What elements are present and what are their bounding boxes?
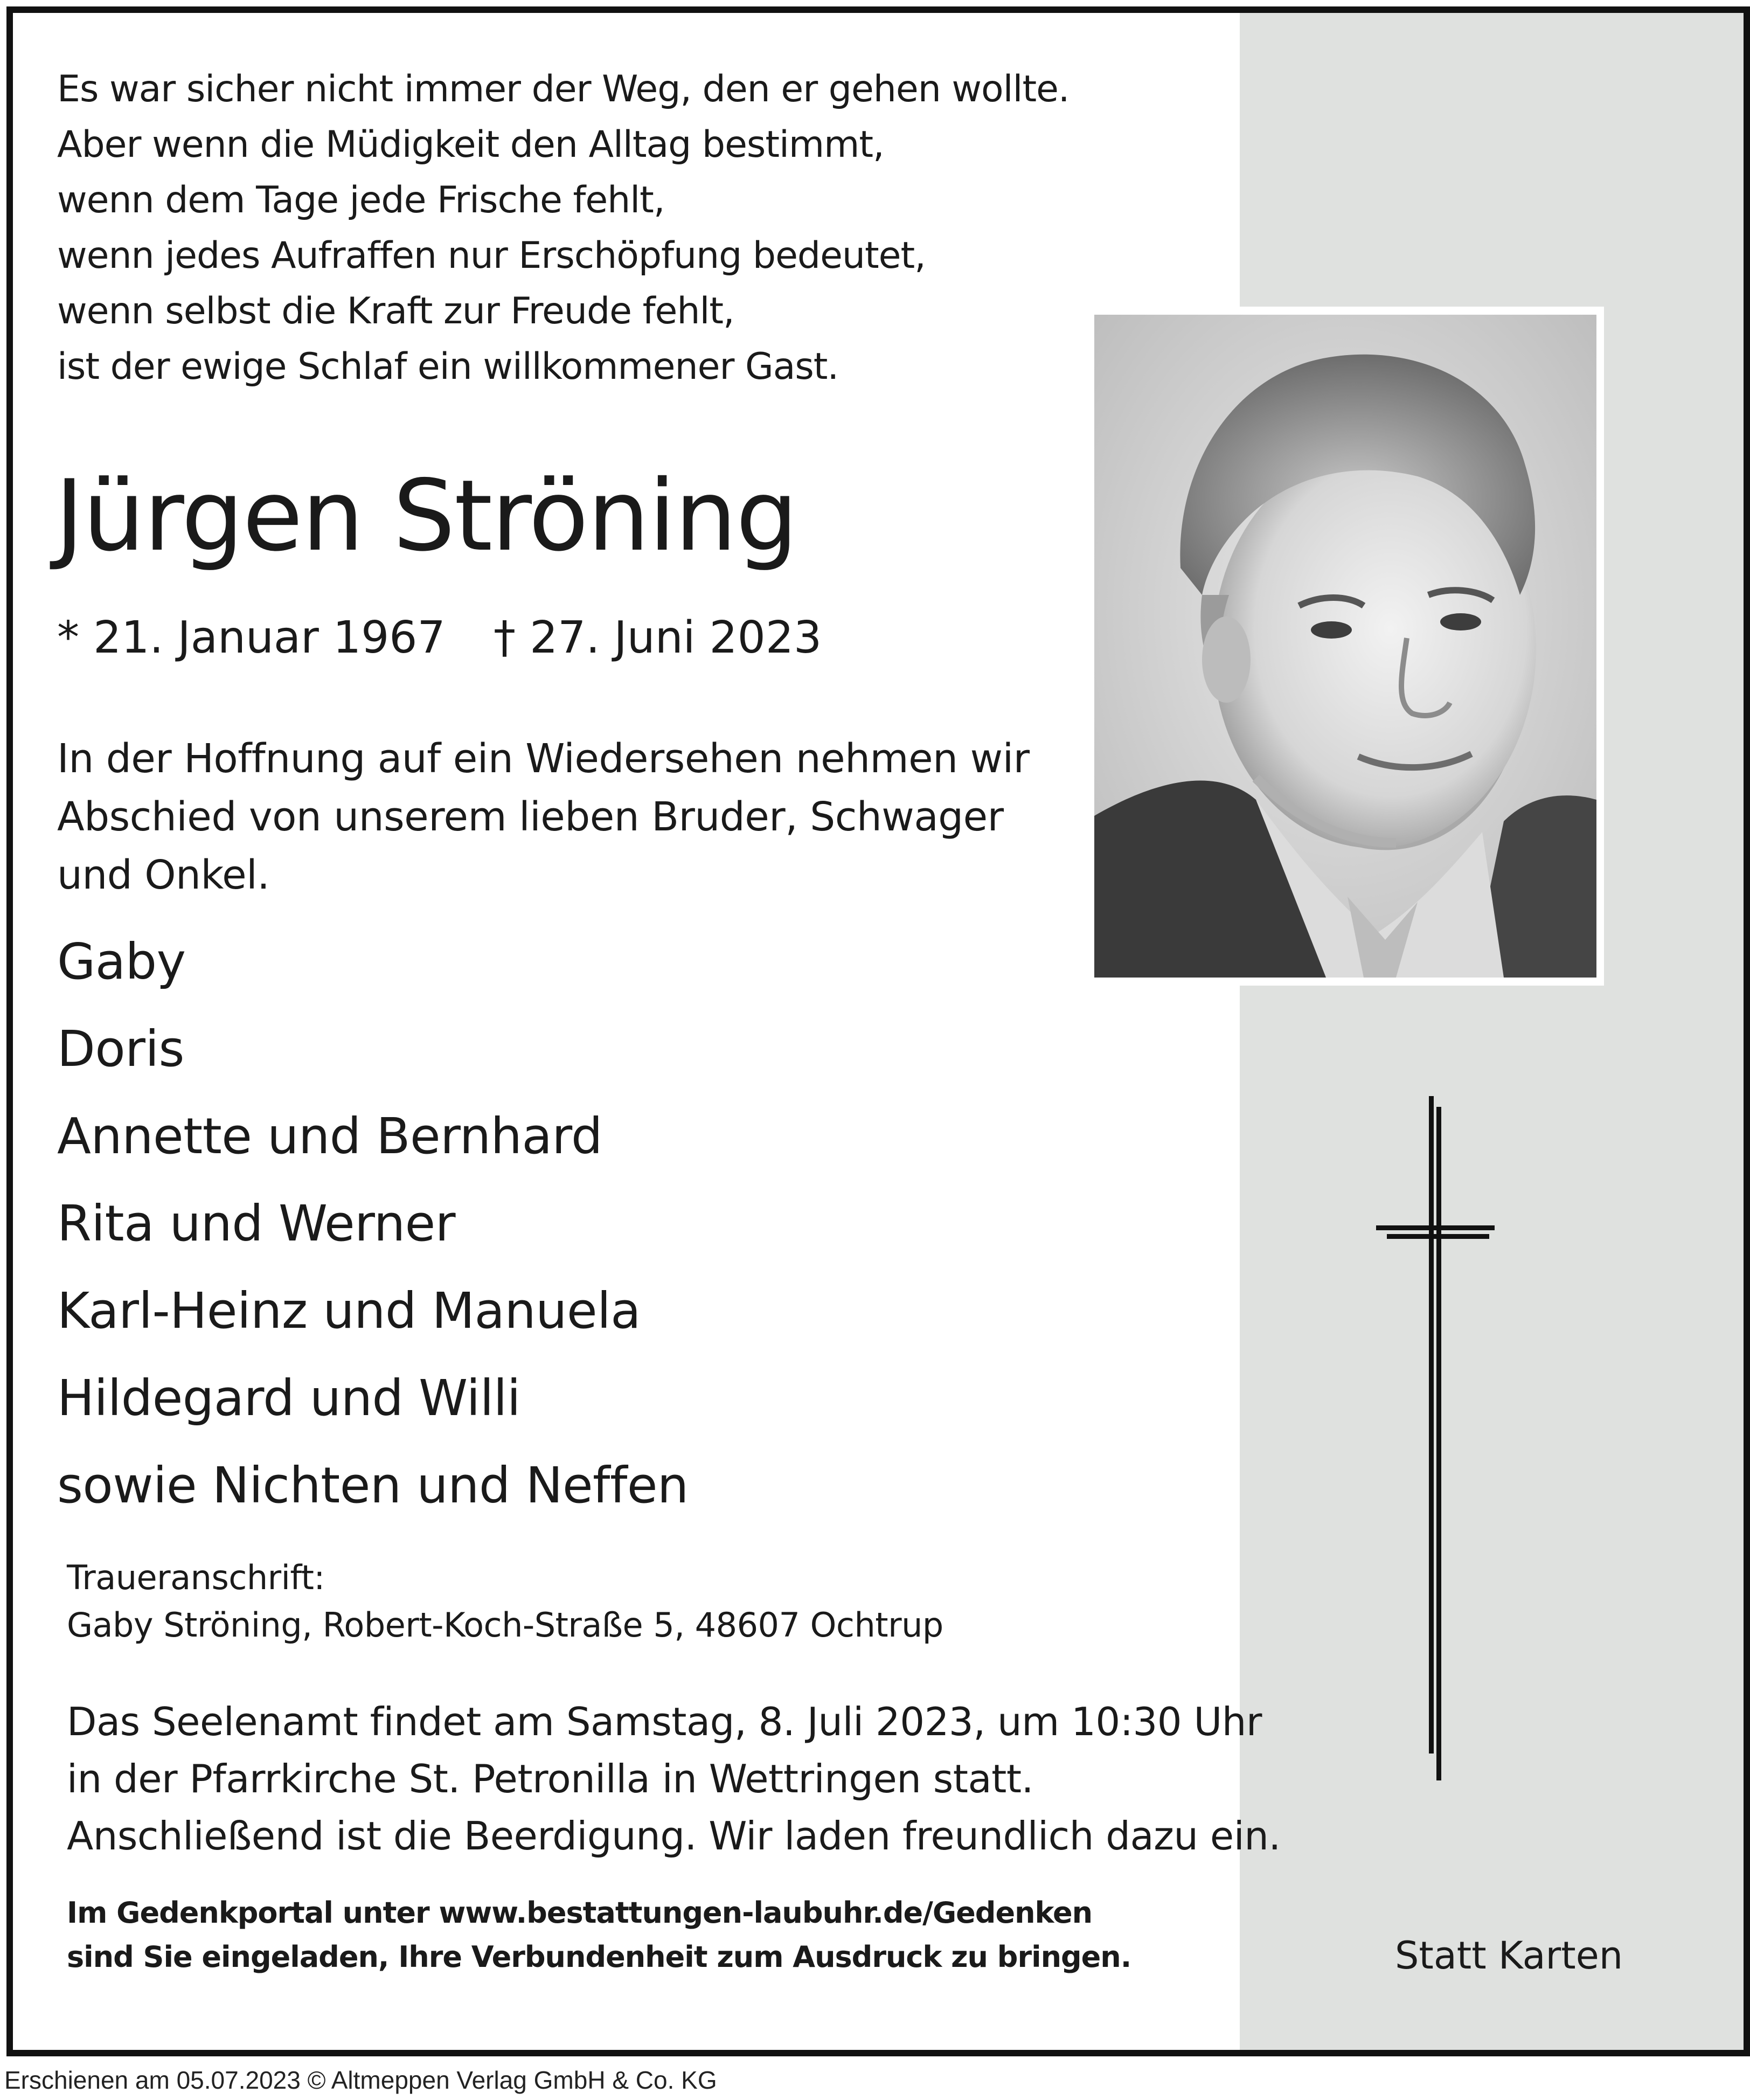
address-label: Traueranschrift: — [67, 1558, 325, 1597]
mourner: Hildegard und Willi — [57, 1369, 520, 1427]
obituary-notice — [6, 6, 1750, 2056]
deceased-name: Jürgen Ströning — [55, 459, 797, 573]
publication-footer: Erschienen am 05.07.2023 © Altmeppen Verlag GmbH & Co. KG — [4, 2066, 717, 2094]
farewell-line: Abschied von unserem lieben Bruder, Schwager — [57, 794, 1004, 840]
poem-line: Aber wenn die Müdigkeit den Alltag bestimmt, — [57, 123, 884, 166]
mourner: Gaby — [57, 933, 186, 990]
service-line: Das Seelenamt findet am Samstag, 8. Juli 2023, um 10:30 Uhr — [67, 1699, 1262, 1744]
mourner: Annette und Bernhard — [57, 1107, 602, 1165]
poem-line: wenn selbst die Kraft zur Freude fehlt, — [57, 290, 734, 332]
mourner: Karl-Heinz und Manuela — [57, 1282, 641, 1340]
poem-line: Es war sicher nicht immer der Weg, den er gehen wollte. — [57, 68, 1070, 110]
mourning-address — [67, 1554, 943, 1649]
service-line: in der Pfarrkirche St. Petronilla in Wettringen statt. — [67, 1756, 1033, 1801]
service-info — [67, 1693, 1281, 1865]
birth-date: * 21. Januar 1967 — [57, 612, 446, 663]
farewell-line: In der Hoffnung auf ein Wiedersehen nehmen wir — [57, 736, 1030, 782]
portal-line: sind Sie eingeladen, Ihre Verbundenheit zum Ausdruck zu bringen. — [67, 1940, 1131, 1974]
mourner: Rita und Werner — [57, 1195, 456, 1252]
address-line: Gaby Ströning, Robert-Koch-Straße 5, 48607 Ochtrup — [67, 1605, 943, 1645]
poem-line: wenn jedes Aufraffen nur Erschöpfung bedeutet, — [57, 234, 926, 277]
death-date: † 27. Juni 2023 — [494, 612, 822, 663]
mourner: sowie Nichten und Neffen — [57, 1457, 689, 1514]
cross-icon — [1376, 1096, 1495, 1780]
service-line: Anschließend ist die Beerdigung. Wir laden freundlich dazu ein. — [67, 1813, 1281, 1859]
poem — [57, 61, 1070, 394]
portrait-photo — [1094, 315, 1596, 978]
portal-line: Im Gedenkportal unter www.bestattungen-laubuhr.de/Gedenken — [67, 1896, 1093, 1930]
poem-line: ist der ewige Schlaf ein willkommener Gast. — [57, 345, 839, 388]
farewell-text — [57, 730, 1030, 904]
life-dates — [57, 611, 822, 665]
mourner: Doris — [57, 1020, 184, 1078]
farewell-line: und Onkel. — [57, 852, 270, 898]
statt-karten-label: Statt Karten — [1395, 1933, 1623, 1978]
poem-line: wenn dem Tage jede Frische fehlt, — [57, 179, 665, 221]
mourners-list — [57, 918, 689, 1529]
memorial-portal-note — [67, 1891, 1131, 1979]
